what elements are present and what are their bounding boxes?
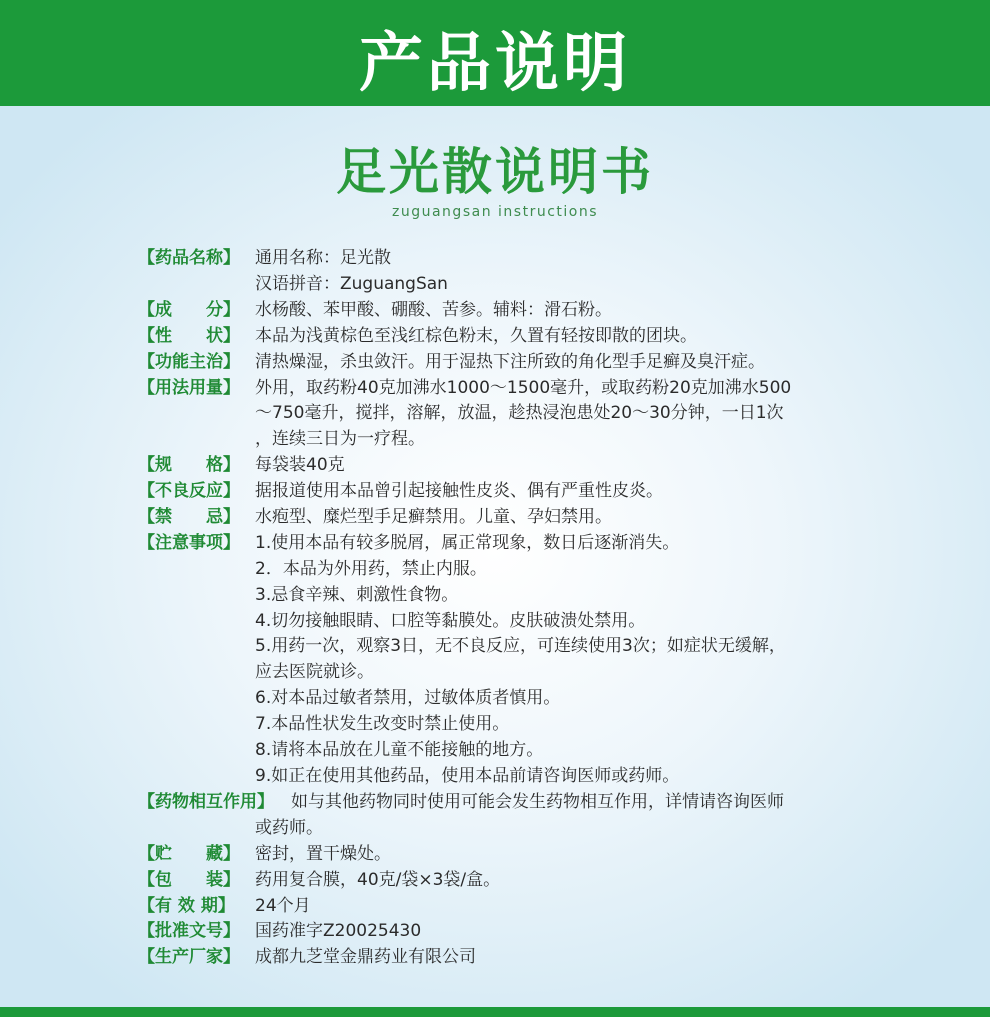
section-row: [0, 789, 990, 838]
section-row: [0, 504, 990, 530]
section-text-line: ～750毫升，搅拌，溶解，放温，趁热浸泡患处20～30分钟，一日1次: [255, 403, 784, 424]
header-title: 产品说明: [359, 27, 631, 101]
section-row: [0, 478, 990, 504]
section-text-line: 24个月: [255, 895, 311, 916]
section-label: 【包 装】: [138, 869, 240, 890]
section-text-line: 清热燥湿，杀虫敛汗。用于湿热下注所致的角化型手足癣及臭汗症。: [255, 351, 765, 372]
section-row: [0, 944, 990, 970]
section-text-line: 水杨酸、苯甲酸、硼酸、苦参。辅料：滑石粉。: [255, 299, 612, 320]
footer-bar: [0, 1007, 990, 1017]
section-row: [0, 530, 990, 786]
section-text-line: 成都九芝堂金鼎药业有限公司: [255, 947, 476, 968]
section-text-line: 通用名称：足光散: [255, 248, 391, 268]
section-label: 【注意事项】: [138, 532, 240, 553]
section-text-line: 2．本品为外用药，禁止内服。: [255, 558, 487, 579]
section-text-line: 据报道使用本品曾引起接触性皮炎、偶有严重性皮炎。: [255, 481, 663, 502]
section-label: 【性 状】: [138, 325, 240, 346]
document-title: 足光散说明书: [336, 142, 654, 201]
section-row: [0, 245, 990, 294]
section-text-line: 7.本品性状发生改变时禁止使用。: [255, 714, 510, 735]
section-text-line: 5.用药一次，观察3日，无不良反应，可连续使用3次；如症状无缓解，: [255, 636, 786, 657]
section-row: [0, 297, 990, 323]
section-row: [0, 841, 990, 867]
section-text-line: 水疱型、糜烂型手足癣禁用。儿童、孕妇禁用。: [255, 507, 612, 527]
section-text-line: 3.忌食辛辣、刺激性食物。: [255, 584, 459, 605]
section-row: [0, 349, 990, 375]
section-row: [0, 893, 990, 919]
section-row: [0, 375, 990, 450]
section-text-line: ，连续三日为一疗程。: [255, 429, 425, 450]
section-label: 【批准文号】: [138, 921, 240, 942]
section-text-line: 密封，置干燥处。: [255, 843, 391, 864]
section-text-line: 6.对本品过敏者禁用，过敏体质者慎用。: [255, 688, 561, 709]
section-text-line: 应去医院就诊。: [255, 662, 374, 683]
section-label: 【药物相互作用】: [138, 791, 274, 812]
section-text-line: 外用，取药粉40克加沸水1000～1500毫升，或取药粉20克加沸水500: [255, 377, 792, 398]
section-text-line: 8.请将本品放在儿童不能接触的地方。: [255, 740, 544, 761]
section-text-line: 汉语拼音：ZuguangSan: [255, 273, 448, 294]
section-label: 【贮 藏】: [138, 843, 240, 864]
section-label: 【有 效 期】: [138, 895, 235, 916]
section-row: [0, 918, 990, 944]
document-subtitle: zuguangsan instructions: [392, 204, 598, 220]
section-row: [0, 323, 990, 349]
section-text-line: 或药师。: [255, 817, 323, 838]
header-banner: [0, 0, 990, 106]
section-label: 【不良反应】: [138, 481, 240, 502]
section-text-line: 本品为浅黄棕色至浅红棕色粉末，久置有轻按即散的团块。: [255, 325, 697, 346]
section-text-line: 药用复合膜，40克/袋×3袋/盒。: [255, 869, 501, 890]
section-row: [0, 867, 990, 893]
section-label: 【用法用量】: [138, 377, 240, 398]
section-text-line: 如与其他药物同时使用可能会发生药物相互作用，详情请咨询医师: [291, 791, 784, 812]
section-text-line: 4.切勿接触眼睛、口腔等黏膜处。皮肤破溃处禁用。: [255, 610, 646, 631]
section-text-line: 每袋装40克: [255, 455, 345, 476]
section-row: [0, 452, 990, 478]
section-text-line: 9.如正在使用其他药品，使用本品前请咨询医师或药师。: [255, 765, 680, 786]
section-text-line: 国药准字Z20025430: [255, 921, 422, 942]
section-label: 【规 格】: [138, 455, 240, 476]
section-text-line: 1.使用本品有较多脱屑，属正常现象，数日后逐渐消失。: [255, 532, 680, 553]
section-label: 【药品名称】: [138, 248, 240, 268]
section-label: 【生产厂家】: [138, 947, 240, 968]
section-label: 【禁 忌】: [138, 507, 240, 527]
section-label: 【成 分】: [138, 299, 240, 320]
section-label: 【功能主治】: [138, 351, 240, 372]
